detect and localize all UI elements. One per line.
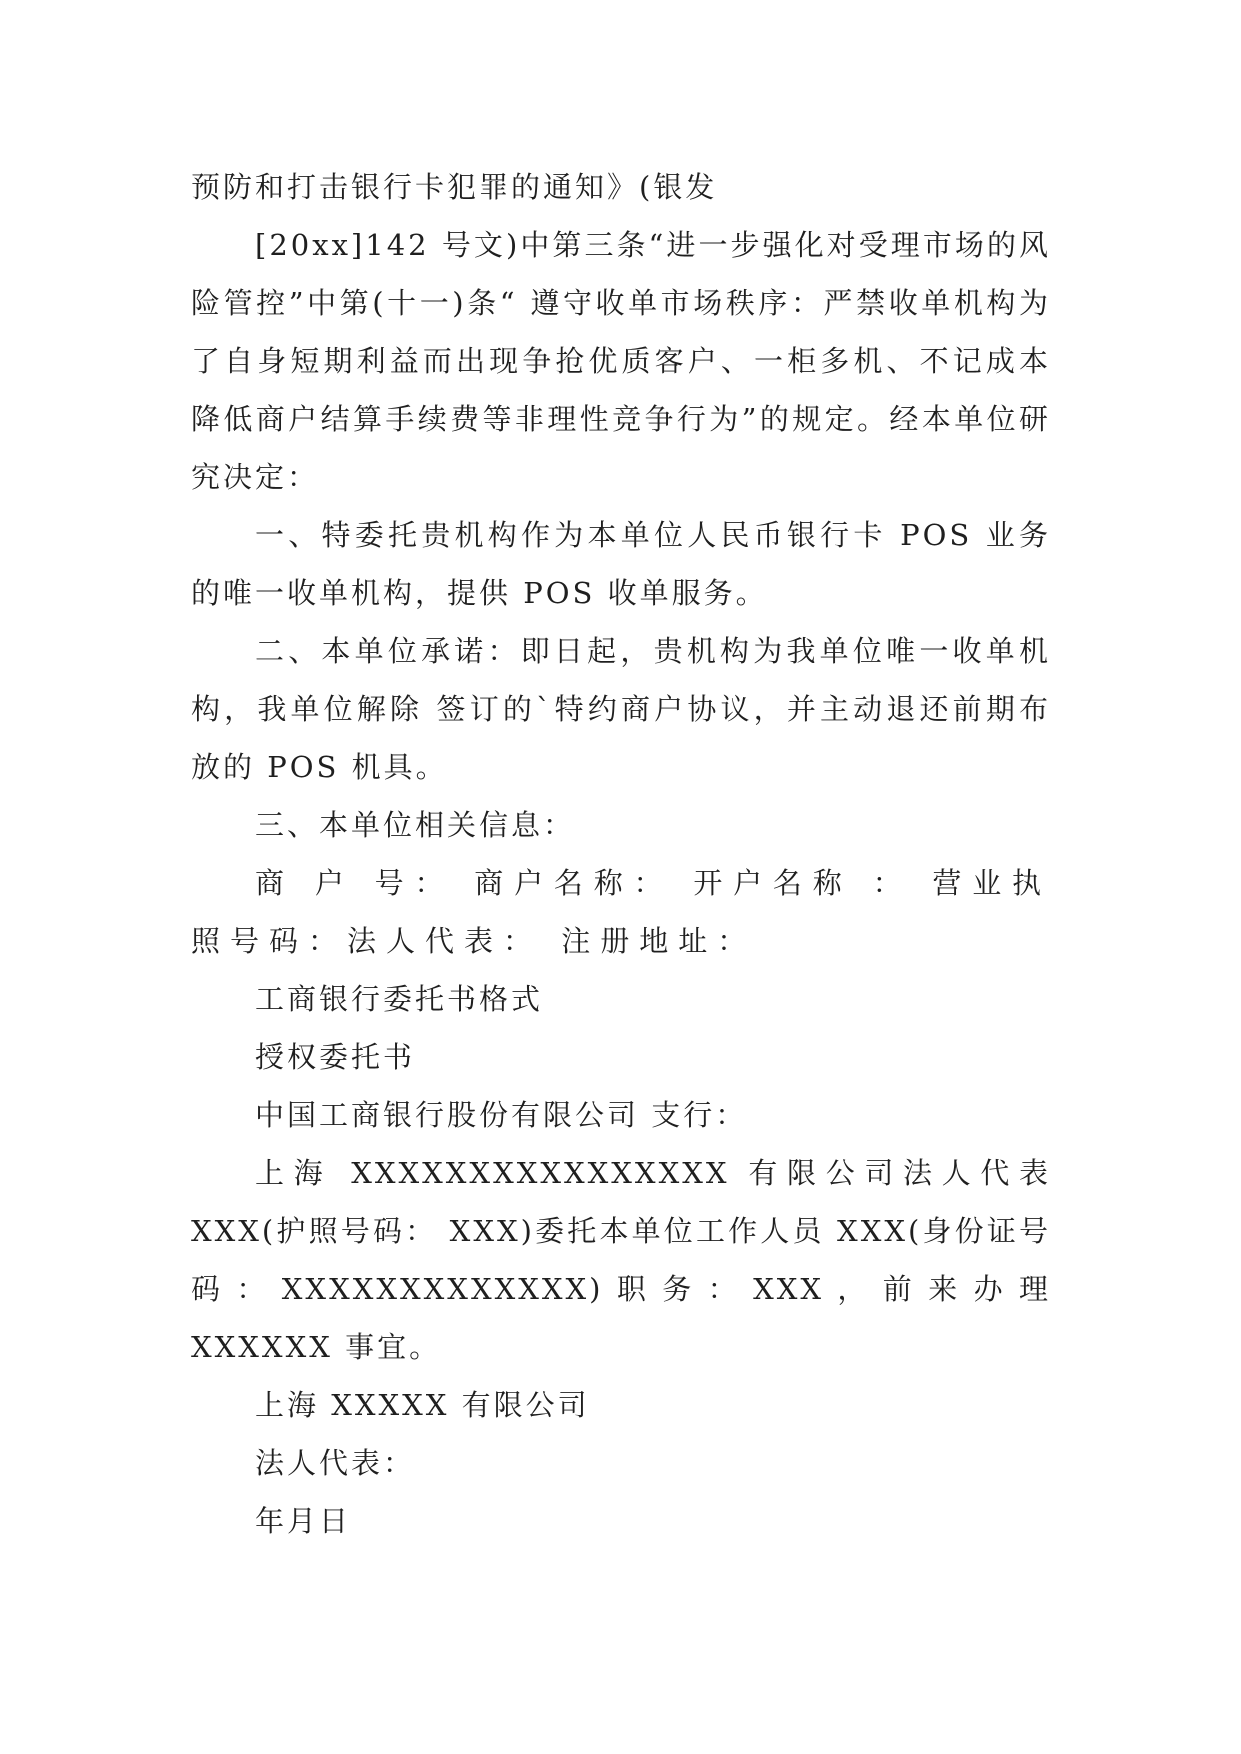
paragraph-authorization-title: 授权委托书 xyxy=(255,1040,416,1074)
paragraph-clause-three: 三、本单位相关信息： xyxy=(255,808,576,842)
document-body xyxy=(191,158,1051,1550)
paragraph-addressee: 中国工商银行股份有限公司 支行： xyxy=(255,1098,748,1132)
paragraph-authorization-body: 上海 XXXXXXXXXXXXXXXX 有限公司法人代表 XXX(护照号码： XXX)委托本单位工作人员 XXX(身份证号码：XXXXXXXXXXXXX)职务：XXX，前来办理 XXXXXX 事宜。 xyxy=(191,1156,1051,1364)
paragraph-clause-one: 一、特委托贵机构作为本单位人民币银行卡 POS 业务的唯一收单机构，提供 POS 收单服务。 xyxy=(191,518,1051,610)
paragraph-merchant-info: 商 户 号： 商户名称： 开户名称 ： 营业执照号码：法人代表： 注册地址： xyxy=(191,866,1051,958)
paragraph-company-signature: 上海 XXXXX 有限公司 xyxy=(255,1388,590,1422)
paragraph-legal-representative: 法人代表： xyxy=(255,1446,416,1480)
paragraph-date: 年月日 xyxy=(255,1504,352,1538)
paragraph-notice-title-tail: 预防和打击银行卡犯罪的通知》(银发 xyxy=(191,170,718,204)
paragraph-template-title: 工商银行委托书格式 xyxy=(255,982,544,1016)
paragraph-regulation-reference: [20xx]142 号文)中第三条“进一步强化对受理市场的风险管控”中第(十一)条“ 遵守收单市场秩序：严禁收单机构为了自身短期利益而出现争抢优质客户、一柜多机、不记成本降低商户结算手续费等非理性竞争行为”的规定。经本单位研究决定： xyxy=(191,228,1051,494)
paragraph-clause-two: 二、本单位承诺：即日起，贵机构为我单位唯一收单机构，我单位解除 签订的`特约商户协议，并主动退还前期布放的 POS 机具。 xyxy=(191,634,1051,784)
